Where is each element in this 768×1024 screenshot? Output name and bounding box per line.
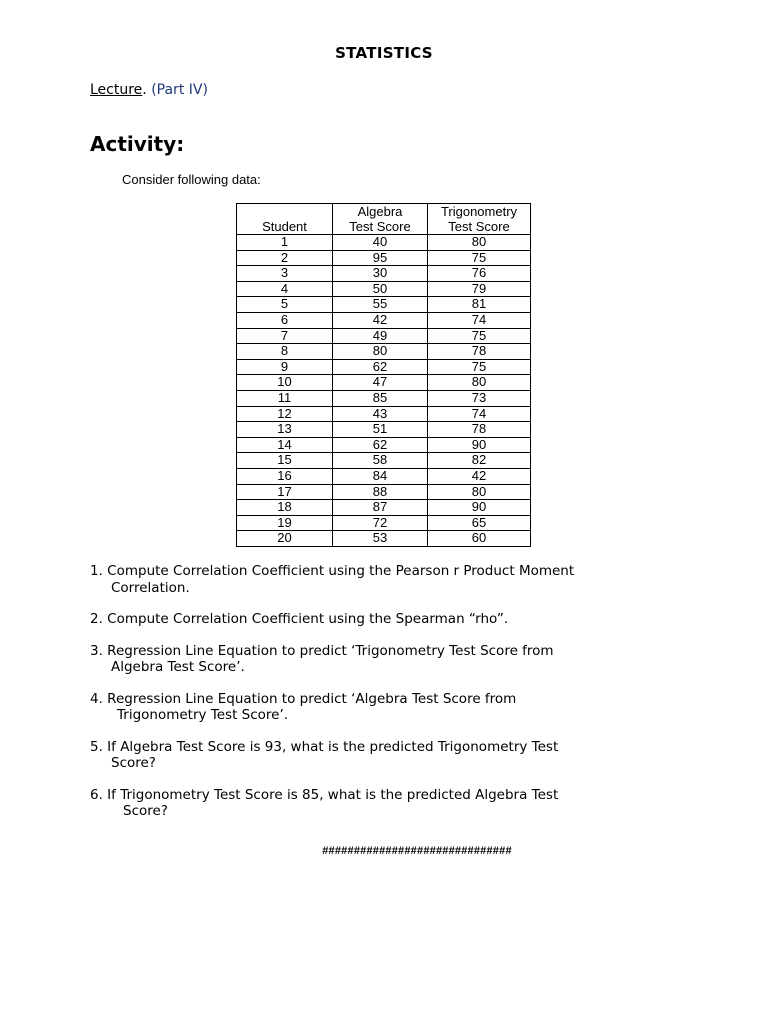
cell-trigonometry-score: 75 bbox=[428, 250, 531, 266]
header-trigonometry-line1: Trigonometry bbox=[440, 204, 518, 219]
header-trigonometry bbox=[428, 204, 531, 235]
table-row bbox=[237, 297, 531, 313]
cell-student: 11 bbox=[237, 390, 333, 406]
cell-algebra-score: 30 bbox=[333, 266, 428, 282]
lecture-part: (Part IV) bbox=[151, 82, 208, 98]
cell-student: 19 bbox=[237, 515, 333, 531]
cell-trigonometry-score: 74 bbox=[428, 406, 531, 422]
cell-trigonometry-score: 80 bbox=[428, 484, 531, 500]
cell-trigonometry-score: 80 bbox=[428, 375, 531, 391]
header-student-line2: Student bbox=[262, 218, 307, 234]
cell-student: 15 bbox=[237, 453, 333, 469]
question-4-line2: Trigonometry Test Score’. bbox=[117, 707, 289, 723]
question-5-line1: 5. If Algebra Test Score is 93, what is the predicted Trigonometry Test bbox=[90, 738, 559, 755]
cell-algebra-score: 47 bbox=[333, 375, 428, 391]
table-row bbox=[237, 453, 531, 469]
question-3-line1: 3. Regression Line Equation to predict ‘Trigonometry Test Score from bbox=[90, 642, 554, 659]
cell-student: 6 bbox=[237, 312, 333, 328]
cell-algebra-score: 42 bbox=[333, 312, 428, 328]
cell-student: 20 bbox=[237, 531, 333, 547]
cell-trigonometry-score: 79 bbox=[428, 281, 531, 297]
lecture-label: Lecture bbox=[90, 82, 143, 98]
cell-trigonometry-score: 73 bbox=[428, 390, 531, 406]
cell-algebra-score: 85 bbox=[333, 390, 428, 406]
cell-algebra-score: 49 bbox=[333, 328, 428, 344]
question-3-line2: Algebra Test Score’. bbox=[111, 659, 245, 675]
header-algebra bbox=[333, 204, 428, 235]
question-1 bbox=[90, 563, 690, 596]
cell-student: 16 bbox=[237, 468, 333, 484]
lecture-separator: . bbox=[142, 82, 152, 98]
question-1-line2: Correlation. bbox=[111, 579, 190, 596]
table-header bbox=[237, 204, 531, 235]
cell-algebra-score: 80 bbox=[333, 344, 428, 360]
question-2 bbox=[90, 611, 690, 628]
table-row bbox=[237, 235, 531, 251]
cell-algebra-score: 43 bbox=[333, 406, 428, 422]
table-header-row bbox=[237, 204, 531, 235]
cell-student: 5 bbox=[237, 297, 333, 313]
cell-trigonometry-score: 75 bbox=[428, 328, 531, 344]
cell-student: 9 bbox=[237, 359, 333, 375]
header-trigonometry-line2: Test Score bbox=[448, 218, 510, 234]
table-row bbox=[237, 484, 531, 500]
cell-algebra-score: 62 bbox=[333, 359, 428, 375]
cell-trigonometry-score: 60 bbox=[428, 531, 531, 547]
cell-algebra-score: 58 bbox=[333, 453, 428, 469]
cell-trigonometry-score: 90 bbox=[428, 500, 531, 516]
cell-student: 3 bbox=[237, 266, 333, 282]
cell-algebra-score: 84 bbox=[333, 468, 428, 484]
table-row bbox=[237, 515, 531, 531]
question-5-line2: Score? bbox=[111, 755, 156, 771]
table-row bbox=[237, 328, 531, 344]
cell-trigonometry-score: 80 bbox=[428, 235, 531, 251]
table-row bbox=[237, 281, 531, 297]
header-student bbox=[237, 204, 333, 235]
table-row bbox=[237, 312, 531, 328]
table-row bbox=[237, 422, 531, 438]
cell-student: 17 bbox=[237, 484, 333, 500]
cell-student: 4 bbox=[237, 281, 333, 297]
table-row bbox=[237, 250, 531, 266]
cell-algebra-score: 95 bbox=[333, 250, 428, 266]
cell-student: 13 bbox=[237, 422, 333, 438]
cell-trigonometry-score: 82 bbox=[428, 453, 531, 469]
cell-algebra-score: 51 bbox=[333, 422, 428, 438]
table-row bbox=[237, 500, 531, 516]
cell-algebra-score: 62 bbox=[333, 437, 428, 453]
question-1-line1: 1. Compute Correlation Coefficient using the Pearson r Product Moment bbox=[90, 563, 575, 579]
cell-algebra-score: 50 bbox=[333, 281, 428, 297]
lecture-line bbox=[90, 82, 208, 98]
cell-student: 10 bbox=[237, 375, 333, 391]
question-6-line2: Score? bbox=[123, 803, 168, 819]
table-row bbox=[237, 468, 531, 484]
cell-trigonometry-score: 78 bbox=[428, 344, 531, 360]
question-4 bbox=[90, 691, 690, 724]
cell-student: 12 bbox=[237, 406, 333, 422]
question-6 bbox=[90, 787, 690, 820]
data-table bbox=[236, 203, 531, 547]
cell-student: 1 bbox=[237, 235, 333, 251]
cell-trigonometry-score: 42 bbox=[428, 468, 531, 484]
table-row bbox=[237, 375, 531, 391]
table-row bbox=[237, 344, 531, 360]
cell-algebra-score: 40 bbox=[333, 235, 428, 251]
table-row bbox=[237, 531, 531, 547]
cell-trigonometry-score: 65 bbox=[428, 515, 531, 531]
header-algebra-line2: Test Score bbox=[349, 218, 411, 234]
question-list bbox=[90, 563, 690, 835]
question-3 bbox=[90, 643, 690, 676]
table-row bbox=[237, 359, 531, 375]
cell-trigonometry-score: 76 bbox=[428, 266, 531, 282]
cell-algebra-score: 87 bbox=[333, 500, 428, 516]
cell-algebra-score: 72 bbox=[333, 515, 428, 531]
cell-trigonometry-score: 78 bbox=[428, 422, 531, 438]
table-row bbox=[237, 437, 531, 453]
cell-student: 7 bbox=[237, 328, 333, 344]
page-title: STATISTICS bbox=[335, 44, 433, 62]
question-6-line1: 6. If Trigonometry Test Score is 85, what is the predicted Algebra Test bbox=[90, 786, 559, 803]
activity-heading: Activity: bbox=[90, 132, 185, 156]
table-row bbox=[237, 406, 531, 422]
cell-student: 8 bbox=[237, 344, 333, 360]
question-2-line1: 2. Compute Correlation Coefficient using the Spearman “rho”. bbox=[90, 611, 509, 627]
cell-trigonometry-score: 90 bbox=[428, 437, 531, 453]
question-5 bbox=[90, 739, 690, 772]
cell-student: 2 bbox=[237, 250, 333, 266]
end-separator: ############################## bbox=[322, 845, 512, 857]
cell-algebra-score: 55 bbox=[333, 297, 428, 313]
cell-trigonometry-score: 75 bbox=[428, 359, 531, 375]
intro-text: Consider following data: bbox=[122, 172, 261, 187]
table-row bbox=[237, 390, 531, 406]
cell-trigonometry-score: 81 bbox=[428, 297, 531, 313]
cell-student: 14 bbox=[237, 437, 333, 453]
cell-student: 18 bbox=[237, 500, 333, 516]
table-body bbox=[237, 235, 531, 547]
cell-algebra-score: 53 bbox=[333, 531, 428, 547]
question-4-line1: 4. Regression Line Equation to predict ‘Algebra Test Score from bbox=[90, 690, 517, 707]
table-row bbox=[237, 266, 531, 282]
cell-trigonometry-score: 74 bbox=[428, 312, 531, 328]
header-algebra-line1: Algebra bbox=[357, 204, 403, 219]
cell-algebra-score: 88 bbox=[333, 484, 428, 500]
